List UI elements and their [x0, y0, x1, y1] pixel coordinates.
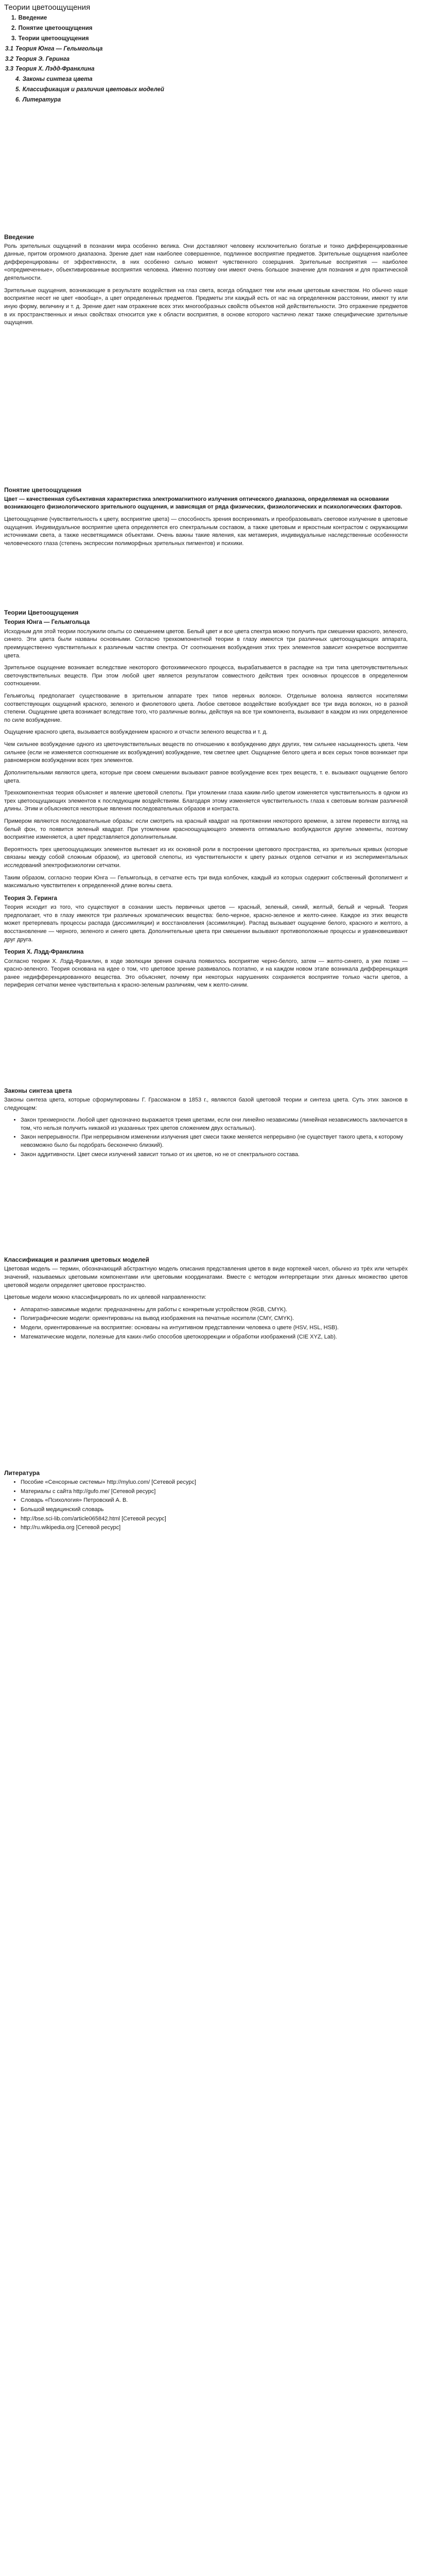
paragraph: Исходным для этой теории послужили опыты со смешением цветов. Белый цвет и все цвета спектра можно получить при смешении красного, зеленого, синего. Эти цвета были названы основными. Согласно трехкомпонентной теории в глазу имеются три различных цветоощущающих аппарата, преимущественно чувствительных к различным частям спектра. От соотношения возбуждения этих трех элементов зависит конкретное восприятие цвета.: [4, 628, 408, 659]
paragraph: Цветоощущение (чувствительность к цвету, восприятие цвета) — способность зрения воспринимать и преобразовывать световое излучение в цветовые ощущения. Индивидуальное восприятие цвета определяется его спектральным составом, а также цветовым и яркостным контрастом с окружающими источниками света, а также несветящимися объектами. Очень важны такие явления, как метамерия, индивидуальные наследственные особенности человеческого глаза (степень экспрессии полиморфных зрительных пигментов) и психики.: [4, 516, 408, 547]
page-title: Теории цветоощущения: [4, 3, 91, 12]
list-item: • Закон непрерывности. При непрерывном изменении излучения цвет смеси также меняется непрерывно (не существует такого цвета, к которому невозможно было бы подобрать бесконечно близкий).: [21, 1133, 408, 1149]
models-list: [4, 1306, 408, 1341]
section-synthesis: [4, 1087, 408, 1159]
toc-item-synthesis[interactable]: 4. Законы синтеза цвета: [15, 76, 93, 83]
reference-text: Словарь «Психология» Петровский А. В.: [21, 1497, 128, 1504]
toc-item-literature[interactable]: 6. Литература: [15, 96, 61, 103]
list-item: • Модели, ориентированные на восприятие: основаны на интуитивном представлении человека о цвете (HSV, HSL, HSB).: [21, 1324, 408, 1332]
paragraph: Зрительное ощущение возникает вследствие некоторого фотохимического процесса, вырабатывается в распадке на три типа цветочувствительных светочувствительных веществ. При этом любой цвет является результатом совместного действия трех основных процессов в определенном соотношении.: [4, 665, 408, 687]
subsection-heading-ladd: Теория Х. Лэдд-Франклина: [4, 949, 84, 956]
paragraph: Таким образом, согласно теории Юнга — Гельмгольца, в сетчатке есть три вида колбочек, каждый из которых содержит собственный фотопигмент и максимально чувствителен к определенной длине волны света.: [4, 874, 408, 889]
blank-space: [4, 331, 408, 486]
section-heading-models: Классификация и различия цветовых моделей: [4, 1256, 149, 1264]
reference-item[interactable]: [21, 1488, 408, 1496]
subsection-heading-hering: Теория Э. Геринга: [4, 895, 58, 902]
reference-link[interactable]: Пособие «Сенсорные системы» http://myluo.com/ [Сетевой ресурс]: [21, 1479, 196, 1486]
synthesis-list: [4, 1116, 408, 1159]
list-item: • Закон трехмерности. Любой цвет однозначно выражается тремя цветами, если они линейно независимы (линейная независимость заключается в том, что нельзя получить никакой из указанных трех цветов сложением двух остальных).: [21, 1116, 408, 1132]
paragraph: Законы синтеза цвета, которые сформулированы Г. Грассманом в 1853 г., являются базой цветовой теории и синтеза цвета. Суть этих законов в следующем:: [4, 1097, 408, 1111]
section-heading-synthesis: Законы синтеза цвета: [4, 1087, 72, 1094]
paragraph: Ощущение красного цвета, вызывается возбуждением красного и отчасти зеленого вещества и т. д.: [4, 729, 268, 736]
reference-link[interactable]: http://bse.sci-lib.com/article065842.html [Сетевой ресурс]: [21, 1515, 166, 1522]
section-heading-theories: Теории Цветоощущения: [4, 609, 79, 617]
literature-list: [4, 1479, 408, 1532]
paragraph: Дополнительными являются цвета, которые при своем смешении вызывают равное возбуждение всех трех веществ, т. е. вызывают ощущение белого цвета.: [4, 769, 408, 784]
subsection-heading-young: Теория Юнга — Гельмгольца: [4, 619, 90, 626]
section-theories: [4, 608, 408, 990]
reference-text: Большой медицинский словарь: [21, 1506, 104, 1513]
section-models: [4, 1256, 408, 1341]
list-item: • Полиграфические модели: ориентированы на вывод изображения на печатные носители (CMY, CMYK).: [21, 1315, 408, 1323]
toc-item-theories[interactable]: 3. Теории цветоощущения: [11, 35, 89, 42]
toc-item-hering[interactable]: 3.2 Теория Э. Геринга: [5, 56, 70, 62]
blank-space: [4, 110, 408, 233]
section-heading-concept: Понятие цветоощущения: [4, 486, 82, 494]
paragraph: Примером являются последовательные образы: если смотреть на красный квадрат на протяжении некоторого времени, а затем перевести взгляд на белый фон, то появится зеленый квадрат. При утомлении красноощущающего элемента оптимально возбуждаются другие элементы, поэтому восприятие изменяется, а цвет представляется дополнительным.: [4, 818, 408, 841]
paragraph: Трехкомпонентная теория объясняет и явление цветовой слепоты. При утомлении глаза каким-либо цветом изменяется чувствительность в одном из трех цветоощущающих элементов к последующим воздействиям. Благодаря этому изменяется чувствительность глаза к световым волнам различной длины. Этим и объясняются некоторые явления последовательных образов и контраста.: [4, 790, 408, 812]
paragraph: Зрительные ощущения, возникающие в результате воздействия на глаз света, всегда обладают тем или иным цветовым качеством. Но обычно наше восприятие несет не цвет «вообще», а цвет определенных предметов. Предметы эти каждый есть от нас на определенном расстоянии, имеют ту или иную форму, величину и т. д. Зрение дает нам отражение всех этих многообразных свойств объектов ной действительности. Это отражение предметов в их пространственных и иных свойствах относится уже к области восприятия, в основе которого частично лежат также специфические зрительные ощущения.: [4, 287, 408, 326]
definition-lead: Цвет — качественная субъективная характеристика электромагнитного излучения оптического диапазона, определяемая на основании возникающего физиологического зрительного ощущения, и зависящая от ряда физических, физиологических и психологических факторов.: [4, 496, 403, 511]
section-intro: [4, 233, 408, 327]
paragraph: Цветовая модель — термин, обозначающий абстрактную модель описания представления цветов в виде кортежей чисел, обычно из трёх или четырёх значений, называемых цветовыми компонентами или цветовыми координатами. Вместе с методом интерпретации этих данных множество цветов цветовой модели определяет цветовое пространство.: [4, 1266, 408, 1289]
paragraph: Роль зрительных ощущений в познании мира особенно велика. Они доставляют человеку исключительно богатые и тонко дифференцированные данные, притом огромного диапазона. Зрение дает нам наиболее совершенное, подлинное восприятие предметов. Зрительные ощущения наиболее дифференцированы от эффективности, в них особенно сильно момент чувственного созерцания. Зрительные восприятия — наиболее «опредмеченные», объективированные восприятия человека. Именно поэтому они имеют очень большое значение для познания и для практической деятельности.: [4, 243, 408, 282]
reference-item: [21, 1506, 408, 1514]
reference-item[interactable]: [21, 1479, 408, 1487]
blank-space: [4, 552, 408, 608]
paragraph: Теория исходит из того, что существуют в сознании шесть первичных цветов — красный, зеленый, синий, желтый, белый и черный. Теория предполагает, что в глазу имеются три различных хроматических вещества: бело-черное, красно-зеленое и желто-синее. Каждое из этих веществ может претерпевать процессы распада (диссимиляции) и восстановления (ассимиляции). Распад вызывает ощущение белого, красного и желтого, а восстановление — черного, зеленого и синего цвета. Дополнительные цвета при смешении вызывают противоположные процессы и уравновешивают друг друга.: [4, 904, 408, 943]
toc-item-intro[interactable]: 1. Введение: [11, 15, 47, 22]
toc-item-models[interactable]: 5. Классификация и различия цветовых моделей: [15, 86, 164, 93]
reference-item: [21, 1497, 408, 1505]
list-item: • Математические модели, полезные для каких-либо способов цветокоррекции и обработки изображений (CIE XYZ, Lab).: [21, 1333, 408, 1342]
reference-link[interactable]: Материалы с сайта http://gufo.me/ [Сетевой ресурс]: [21, 1488, 156, 1495]
paragraph: Цветовые модели можно классифицировать по их целевой направленности:: [4, 1294, 206, 1301]
list-item: • Закон аддитивности. Цвет смеси излучений зависит только от их цветов, но не от спектрального состава.: [21, 1151, 408, 1159]
reference-link[interactable]: http://ru.wikipedia.org [Сетевой ресурс]: [21, 1524, 121, 1531]
reference-item[interactable]: [21, 1515, 408, 1523]
toc-item-young[interactable]: 3.1 Теория Юнга — Гельмгольца: [5, 45, 103, 52]
paragraph: Вероятность трех цветоощущающих элементов вытекает из их основной роли в построении цветового пространства, из зрительных кривых (которые связаны между собой сложным образом), из цветовой слепоты, из чувствительности к цвету разных отделов сетчатки и из экспериментальных исследований электрофизиологии сетчатки.: [4, 846, 408, 869]
paragraph: Гельмгольц предполагает существование в зрительном аппарате трех типов нервных волокон. Отдельные волокна являются носителями соответствующих ощущений красного, зеленого и фиолетового цвета. Любое световое воздействие возбуждает все три вида волокон, но в разной степени. Ощущение цвета возникает вследствие того, что различные волны, действуя на все три компонента, вызывают в каждом из них определенное по силе возбуждение.: [4, 693, 408, 723]
section-concept: [4, 486, 408, 548]
table-of-contents: [4, 14, 408, 105]
blank-space: [4, 1163, 408, 1256]
paragraph: Согласно теории Х. Лэдд-Франклин, в ходе эволюции зрения сначала появилось восприятие черно-белого, затем — желто-синего, а уже позже — красно-зеленого. Теория основана на идее о том, что цветовое зрение развивалось поэтапно, и на каждом новом этапе возникала дифференциация ранее недифференцированного вещества. Это объясняет, почему при некоторых нарушениях сохраняется восприятие только части цветов, а периферия сетчатки менее чувствительна к красно-зеленым различиям, чем к желто-синим.: [4, 958, 408, 989]
section-heading-intro: Введение: [4, 233, 34, 241]
list-item: • Аппаратно-зависимые модели: предназначены для работы с конкретным устройством (RGB, CMYK).: [21, 1306, 408, 1314]
blank-space: [4, 1345, 408, 1469]
toc-item-concept[interactable]: 2. Понятие цветоощущения: [11, 25, 93, 32]
paragraph: Чем сильнее возбуждение одного из цветочувствительных веществ по отношению к возбуждению двух других, тем сильнее насыщенность цвета. Чем сильнее (если не изменяется соотношение их возбуждения) возбуждение, тем светлее цвет. Ощущение белого цвета и всех серых тонов возникает при равномерном возбуждении всех трех элементов.: [4, 741, 408, 764]
section-literature: [4, 1469, 408, 1532]
blank-space: [4, 994, 408, 1087]
section-heading-literature: Литература: [4, 1469, 40, 1477]
reference-item[interactable]: [21, 1524, 408, 1532]
toc-item-ladd[interactable]: 3.3 Теория Х. Лэдд-Франклина: [5, 66, 95, 73]
